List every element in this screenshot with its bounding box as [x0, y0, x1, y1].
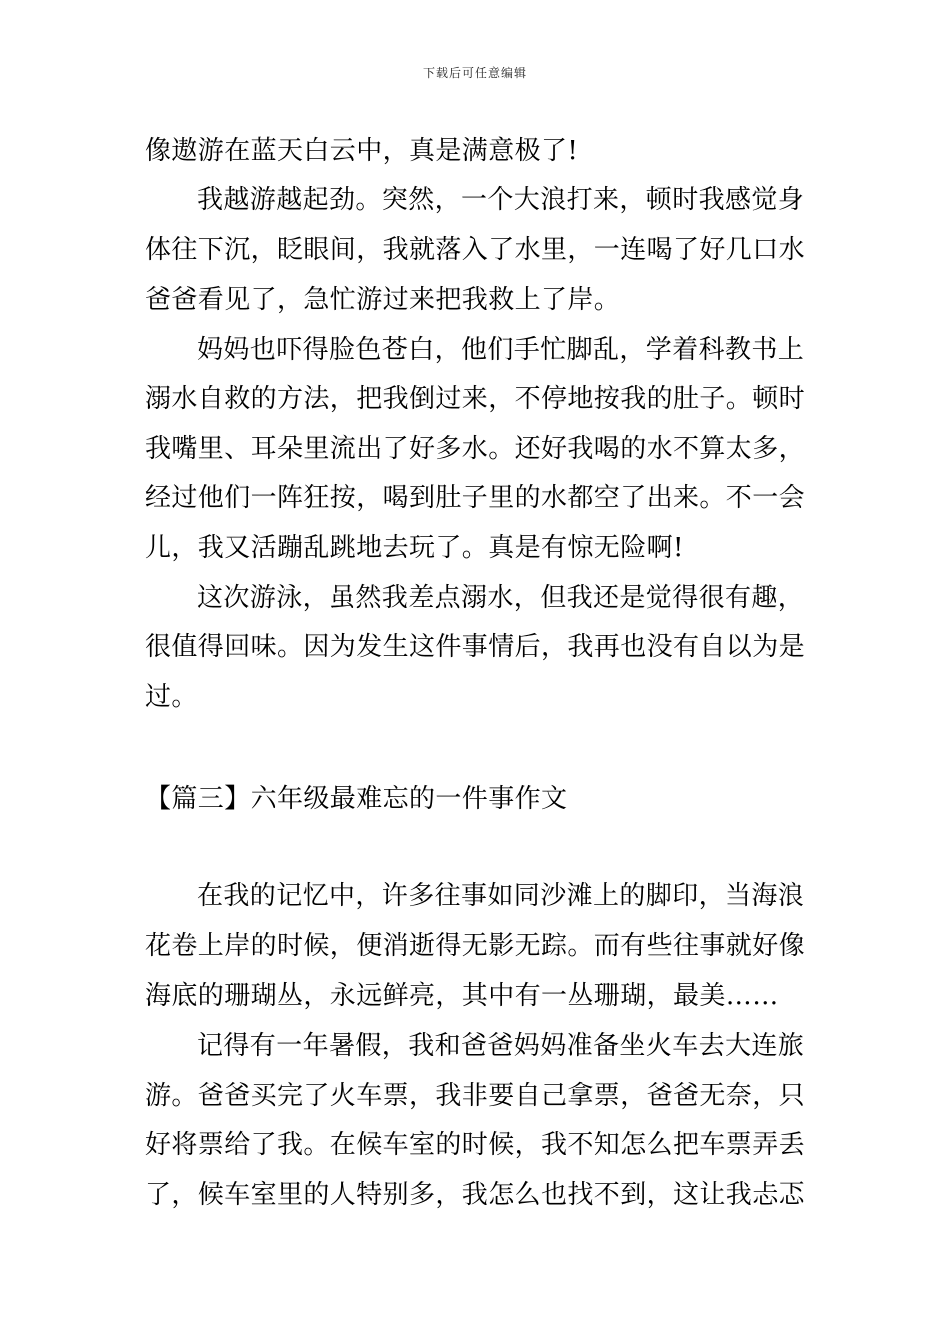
text-line: 这次游泳，虽然我差点溺水，但我还是觉得很有趣，: [197, 583, 805, 613]
text-line: 我越游越起劲。突然，一个大浪打来，顿时我感觉身: [197, 185, 805, 215]
text-line: 妈妈也吓得脸色苍白，他们手忙脚乱，学着科教书上: [197, 335, 805, 365]
text-line: 了，候车室里的人特别多，我怎么也找不到，这让我忐忑: [145, 1180, 806, 1210]
text-line: 在我的记忆中，许多往事如同沙滩上的脚印，当海浪: [197, 881, 805, 911]
text-line: 经过他们一阵狂按，喝到肚子里的水都空了出来。不一会: [145, 483, 806, 513]
text-line: 爸爸看见了，急忙游过来把我救上了岸。: [145, 285, 621, 315]
text-line: 像遨游在蓝天白云中，真是满意极了!: [145, 136, 579, 166]
text-line: 儿，我又活蹦乱跳地去玩了。真是有惊无险啊!: [145, 533, 684, 563]
text-line: 很值得回味。因为发生这件事情后，我再也没有自以为是: [145, 632, 806, 662]
section-title: 【篇三】六年级最难忘的一件事作文: [145, 784, 568, 814]
text-line: 记得有一年暑假，我和爸爸妈妈准备坐火车去大连旅: [197, 1031, 805, 1061]
text-line: 好将票给了我。在候车室的时候，我不知怎么把车票弄丢: [145, 1130, 806, 1160]
text-line: 海底的珊瑚丛，永远鲜亮，其中有一丛珊瑚，最美……: [145, 981, 779, 1011]
header-note: 下载后可任意编辑: [422, 66, 527, 80]
text-line: 过。: [145, 682, 198, 712]
text-line: 溺水自救的方法，把我倒过来，不停地按我的肚子。顿时: [145, 384, 806, 414]
text-line: 我嘴里、耳朵里流出了好多水。还好我喝的水不算太多，: [145, 434, 806, 464]
text-line: 花卷上岸的时候，便消逝得无影无踪。而有些往事就好像: [145, 931, 806, 961]
text-line: 体往下沉，眨眼间，我就落入了水里，一连喝了好几口水: [145, 235, 806, 265]
text-line: 游。爸爸买完了火车票，我非要自己拿票，爸爸无奈，只: [145, 1081, 806, 1111]
